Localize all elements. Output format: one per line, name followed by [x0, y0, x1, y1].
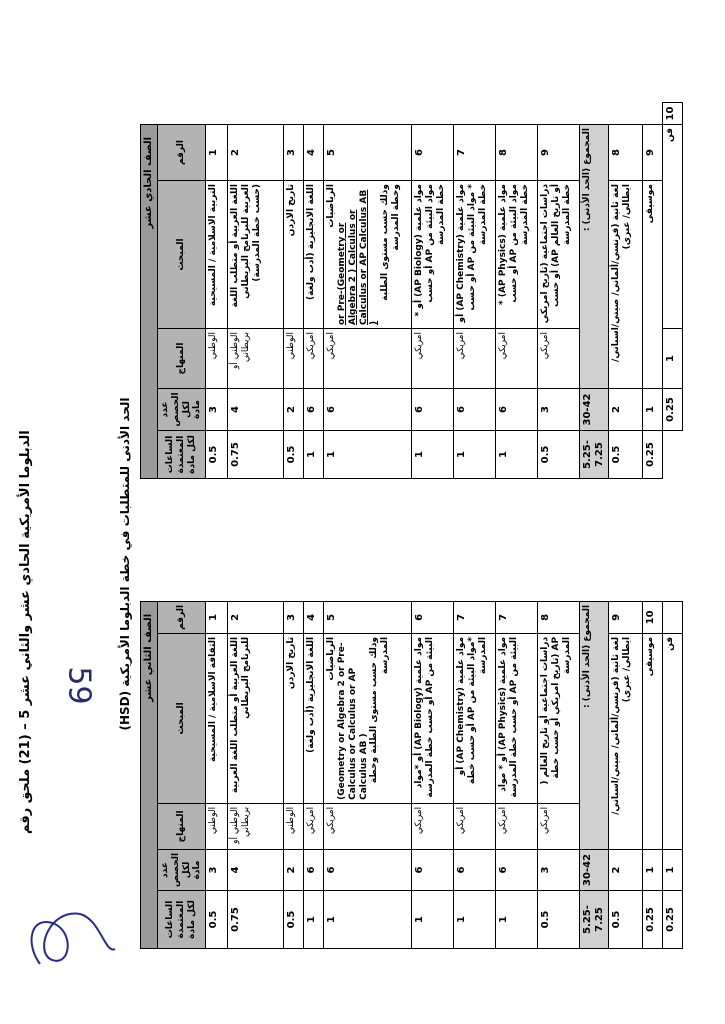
signature-icon: [20, 894, 130, 984]
total-row: المجموع (الحد الأدنى) : 30-42 5.25-7.25: [580, 103, 609, 479]
table-row: 5 الرياضيات or Pre-(Geometry or Algebra 2 ) Calculus or Calculus or AP Calculus AB ) وذلك حسب مستوى الطلبة وخطة المدرسة امريكي 6 1: [324, 103, 412, 479]
col-number: الرقم: [158, 601, 206, 633]
elective-row: 9 لغة ثانية (فرنسي/ألماني/ صيني/اسباني/ايطالي/ عبري) 2 0.5: [609, 601, 643, 948]
table-row: 8 دراسات اجتماعية أو تاريخ العالم ( AP (تاريخ امريكي أو حسب خطة المدرسة امريكي 3 0.5: [538, 601, 580, 948]
table-row: 3 تاريخ الاردن الوطني 2 0.5: [284, 601, 304, 948]
elective-row: 9 موسيقى 1 0.25: [643, 103, 663, 479]
grade12-label: الصف الثاني عشر: [141, 601, 158, 948]
table-row: 6 مواد علمية (AP Biology) أو *مواد البيئة من AP أو حسب خطة المدرسة امريكي 6 1: [412, 601, 454, 948]
document-title: الدبلوما الأمريكية الحادي عشر والثاني عشر 5 – (21) ملحق رقم: [18, 430, 33, 834]
page-number: 59: [61, 666, 97, 705]
col-periods: عدد الحصص لكل مادة: [158, 849, 206, 890]
elective-row: 10 موسيقى 1 0.25: [643, 601, 663, 948]
table-row: 2 اللغة العربية أو متطلب اللغة العربية للبرنامج البريطاني الوطني أو بريطاني 4 0.75: [228, 601, 284, 948]
table-row: 2 اللغة العربية أو متطلب اللغة العربية للبرنامج البريطاني (حسب خطة المدرسة) الوطني أو بريطاني 4 0.75: [228, 103, 284, 479]
col-subject: المبحث: [158, 181, 206, 329]
document-subtitle: الحد الأدنى للمتطلبات في خطة الدبلوما الأمريكية (HSD): [118, 397, 132, 731]
table-row: 7 مواد علمية (AP Chemistry) أو * مواد البيئة من AP أو حسب خطة المدرسة امريكي 6 1: [454, 103, 496, 479]
table-row: 4 اللغة الانجليزية (أدب ولغة) امريكي 6 1: [304, 601, 324, 948]
table-row: 8 مواد علمية (AP Physics) * مواد البيئة من AP أو حسب خطة المدرسة امريكي 6 1: [496, 103, 538, 479]
table-row: 9 دراسات اجتماعية (تاريخ امريكي أو تاريخ العالم AP) أو حسب خطة المدرسة امريكي 3 0.5: [538, 103, 580, 479]
total-row: المجموع (الحد الأدنى) : 30-42 5.25-7.25: [580, 601, 609, 948]
col-hours: الساعات المعتمدة لكل مادة: [158, 891, 206, 949]
table-row: 5 الرياضيات (Geometry or Algebra 2 or Pre-Calculus or Calculus or AP Calculus AB ) وذلك حسب مستوى الطلبة وخطة المدرسة امريكي 6 1: [324, 601, 412, 948]
table-row: 3 تاريخ الاردن الوطني 2 0.5: [284, 103, 304, 479]
elective-row: 10 فن 1 0.25: [663, 103, 683, 479]
table-row: 4 اللغة الانجليزية (أدب ولغة) امريكي 6 1: [304, 103, 324, 479]
col-number: الرقم: [158, 125, 206, 181]
col-periods: عدد الحصص لكل مادة: [158, 389, 206, 431]
table-row: 7 مواد علمية (AP Physics) أو * مواد البيئة من AP أو حسب خطة المدرسة امريكي 6 1: [496, 601, 538, 948]
grade11-label: الصف الحادي عشر: [141, 125, 158, 479]
col-subject: المبحث: [158, 633, 206, 803]
elective-row: 8 لغة ثانية (فرنسي/ألماني/ صيني/اسباني/ايطالي/ عبري) 2 0.5: [609, 103, 643, 479]
grade12-table: [140, 601, 683, 949]
col-curriculum: المنهاج: [158, 803, 206, 849]
col-curriculum: المنهاج: [158, 329, 206, 389]
table-row: 1 الثقافة الاسلامية / المسيحية الوطني 3 0.5: [206, 601, 228, 948]
table-row: 6 مواد علمية (AP Biology) أو * مواد البيئة من AP أو حسب خطة المدرسة امريكي 6 1: [412, 103, 454, 479]
table-row: 1 التربية الاسلامية / المسيحية الوطني 3 0.5: [206, 103, 228, 479]
table-row: 7 مواد علمية (AP Chemistry) أو *مواد البيئة من AP أو حسب خطة المدرسة امريكي 6 1: [454, 601, 496, 948]
elective-row: فن 1 0.25: [663, 601, 683, 948]
col-hours: الساعات المعتمدة لكل مادة: [158, 431, 206, 479]
grade11-table: [140, 102, 683, 479]
